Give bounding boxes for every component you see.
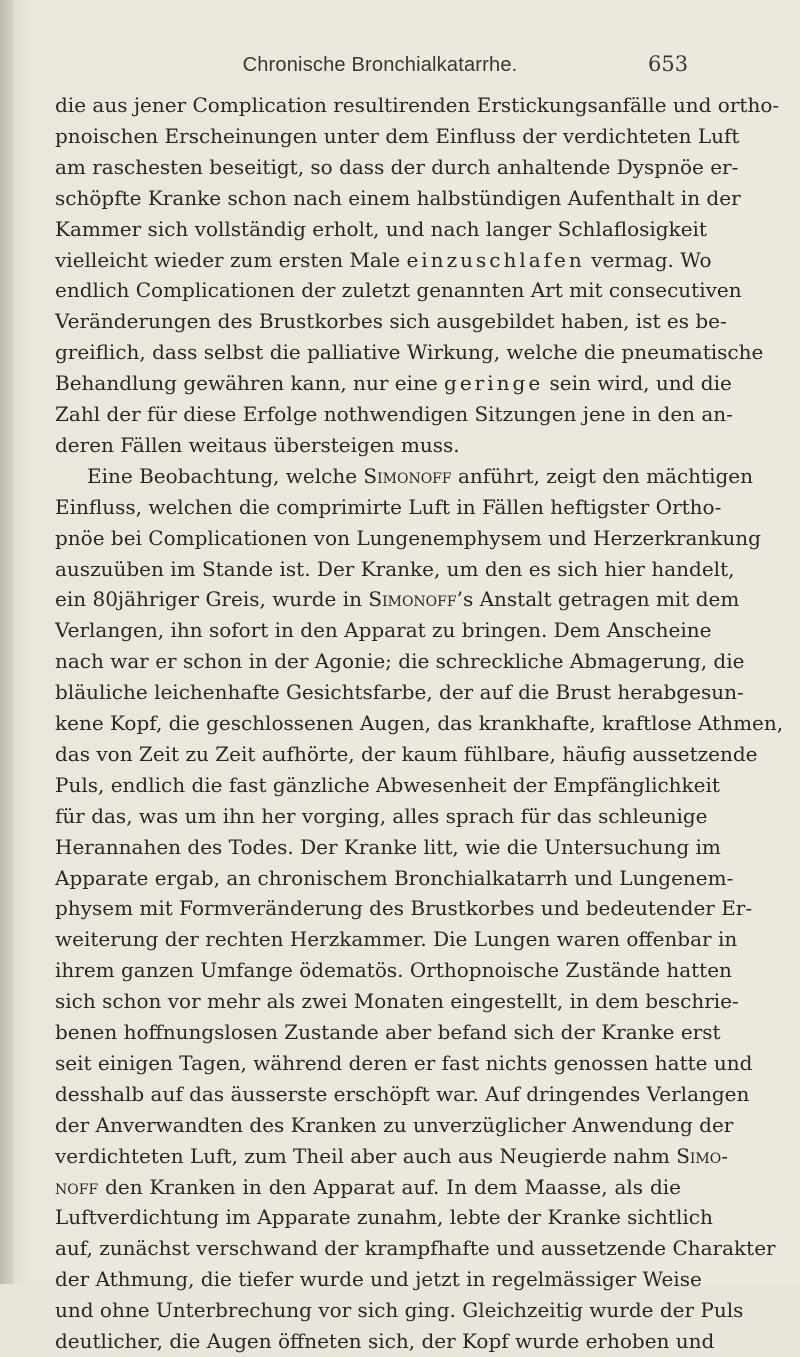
author-name: Simonoff: [368, 587, 457, 612]
text-segment: vermag. Wo: [584, 247, 712, 272]
text-segment: Zahl der für diese Erfolge nothwendigen Sitzungen jene in den an-: [55, 402, 733, 426]
text-line: [55, 275, 742, 306]
text-line: [55, 1172, 681, 1203]
text-segment: Einfluss, welchen die comprimirte Luft in Fällen heftigster Ortho-: [55, 494, 722, 519]
text-line: [55, 554, 735, 585]
text-line: [55, 615, 712, 646]
text-segment: der Athmung, die tiefer wurde und jetzt in regelmässiger Weise: [55, 1267, 702, 1292]
text-line: [55, 739, 758, 770]
text-line: [55, 584, 740, 615]
text-segment: Apparate ergab, an chronischem Bronchialkatarrh und Lungenem-: [55, 865, 734, 890]
text-line: [55, 893, 753, 924]
text-line: [55, 399, 733, 430]
text-segment: deutlicher, die Augen öffneten sich, der Kopf wurde erhoben und: [55, 1329, 715, 1353]
text-line: [55, 1110, 734, 1141]
text-line: [55, 1048, 753, 1079]
text-line: [55, 832, 721, 863]
running-title: Chronische Bronchialkatarrhe.: [242, 54, 518, 76]
text-line: [55, 121, 740, 152]
text-line: [55, 492, 722, 523]
text-segment: den Kranken in den Apparat auf. In dem Maasse, als die: [98, 1174, 681, 1199]
text-line: [55, 152, 739, 183]
text-line: [55, 90, 780, 121]
text-segment: kene Kopf, die geschlossenen Augen, das krankhafte, kraftlose Athmen,: [55, 711, 784, 735]
text-line: [55, 924, 738, 955]
text-segment: benen hoffnungslosen Zustande aber befand sich der Kranke erst: [55, 1020, 721, 1044]
text-segment: Verlangen, ihn sofort in den Apparat zu bringen. Dem Anscheine: [55, 618, 712, 643]
text-segment: vielleicht wieder zum ersten Male: [55, 247, 407, 272]
text-line: [55, 986, 739, 1017]
emphasis-text: geringe: [444, 371, 544, 396]
text-segment: verdichteten Luft, zum Theil aber auch aus Neugierde nahm: [55, 1143, 677, 1168]
text-segment: Luftverdichtung im Apparate zunahm, lebte der Kranke sichtlich: [55, 1205, 713, 1230]
page-header: [0, 48, 800, 78]
text-segment: ihrem ganzen Umfange ödematös. Orthopnoische Zustände hatten: [55, 958, 732, 983]
text-segment: seit einigen Tagen, während deren er fast nichts genossen hatte und: [55, 1050, 753, 1075]
text-segment: Herannahen des Todes. Der Kranke litt, wie die Untersuchung im: [55, 834, 721, 859]
text-line: [55, 677, 744, 708]
text-segment: sein wird, und die: [543, 371, 732, 396]
text-line: [55, 245, 712, 276]
text-segment: das von Zeit zu Zeit aufhörte, der kaum fühlbare, häufig aussetzende: [55, 741, 758, 766]
text-segment: weiterung der rechten Herzkammer. Die Lungen waren offenbar in: [55, 927, 738, 952]
text-line: [55, 770, 720, 801]
text-segment: desshalb auf das äusserste erschöpft war. Auf dringendes Verlangen: [55, 1081, 750, 1106]
emphasis-text: einzuschlafen: [406, 247, 585, 272]
text-line: [55, 1264, 702, 1295]
text-segment: endlich Complicationen der zuletzt genannten Art mit consecutiven: [55, 278, 742, 303]
text-segment: die aus jener Complication resultirenden Erstickungsanfälle und ortho-: [55, 93, 780, 117]
text-segment: Behandlung gewähren kann, nur eine: [55, 371, 445, 396]
text-line: [55, 306, 727, 337]
text-segment: der Anverwandten des Kranken zu unverzüglicher Anwendung der: [55, 1112, 734, 1137]
text-line: [55, 461, 754, 492]
text-line: [55, 1141, 729, 1172]
text-line: [55, 214, 707, 245]
text-line: [55, 646, 745, 677]
text-segment: deren Fällen weitaus übersteigen muss.: [55, 432, 460, 457]
text-line: [55, 708, 784, 739]
author-name: Simonoff: [363, 463, 452, 488]
text-segment: physem mit Formveränderung des Brustkorbes und bedeutender Er-: [55, 896, 753, 921]
text-segment: auszuüben im Stande ist. Der Kranke, um den es sich hier handelt,: [55, 556, 735, 581]
text-line: [55, 863, 734, 894]
text-line: [55, 955, 732, 986]
page-binding-edge: [0, 0, 14, 1284]
author-name: Simo-: [676, 1143, 729, 1168]
text-line: [55, 1079, 750, 1110]
text-line: [55, 523, 761, 554]
text-segment: und ohne Unterbrechung vor sich ging. Gleichzeitig wurde der Puls: [55, 1298, 744, 1323]
text-line: [55, 1295, 744, 1326]
text-segment: Kammer sich vollständig erholt, und nach langer Schlaflosigkeit: [55, 216, 707, 241]
text-line: [55, 801, 708, 832]
text-line: [55, 1202, 713, 1233]
text-segment: schöpfte Kranke schon nach einem halbstündigen Aufenthalt in der: [55, 185, 741, 210]
page-number: 653: [648, 52, 689, 76]
text-segment: Eine Beobachtung, welche: [87, 463, 364, 488]
text-line: [55, 337, 764, 368]
text-segment: anführt, zeigt den mächtigen: [451, 463, 754, 488]
text-line: [55, 368, 732, 399]
text-line: [55, 1233, 776, 1264]
text-segment: Veränderungen des Brustkorbes sich ausgebildet haben, ist es be-: [55, 309, 727, 334]
text-segment: ein 80jähriger Greis, wurde in: [55, 587, 369, 612]
text-segment: greiflich, dass selbst die palliative Wirkung, welche die pneumatische: [55, 340, 764, 365]
text-segment: sich schon vor mehr als zwei Monaten eingestellt, in dem beschrie-: [55, 989, 739, 1014]
text-segment: für das, was um ihn her vorging, alles sprach für das schleunige: [55, 803, 708, 828]
text-segment: pnoischen Erscheinungen unter dem Einfluss der verdichteten Luft: [55, 123, 740, 148]
text-segment: am raschesten beseitigt, so dass der durch anhaltende Dyspnöe er-: [55, 154, 739, 179]
text-segment: Puls, endlich die fast gänzliche Abwesenheit der Empfänglichkeit: [55, 772, 720, 797]
text-segment: bläuliche leichenhafte Gesichtsfarbe, der auf die Brust herabgesun-: [55, 680, 744, 705]
text-line: [55, 430, 681, 461]
text-line: [55, 1017, 721, 1048]
author-name: noff: [55, 1174, 99, 1199]
text-segment: ’s Anstalt getragen mit dem: [456, 587, 740, 612]
text-segment: auf, zunächst verschwand der krampfhafte und aussetzende Charakter: [55, 1236, 776, 1261]
text-segment: nach war er schon in der Agonie; die schreckliche Abmagerung, die: [55, 649, 745, 674]
text-line: [55, 1326, 715, 1357]
text-segment: pnöe bei Complicationen von Lungenemphysem und Herzerkrankung: [55, 525, 761, 550]
text-line: [55, 183, 741, 214]
